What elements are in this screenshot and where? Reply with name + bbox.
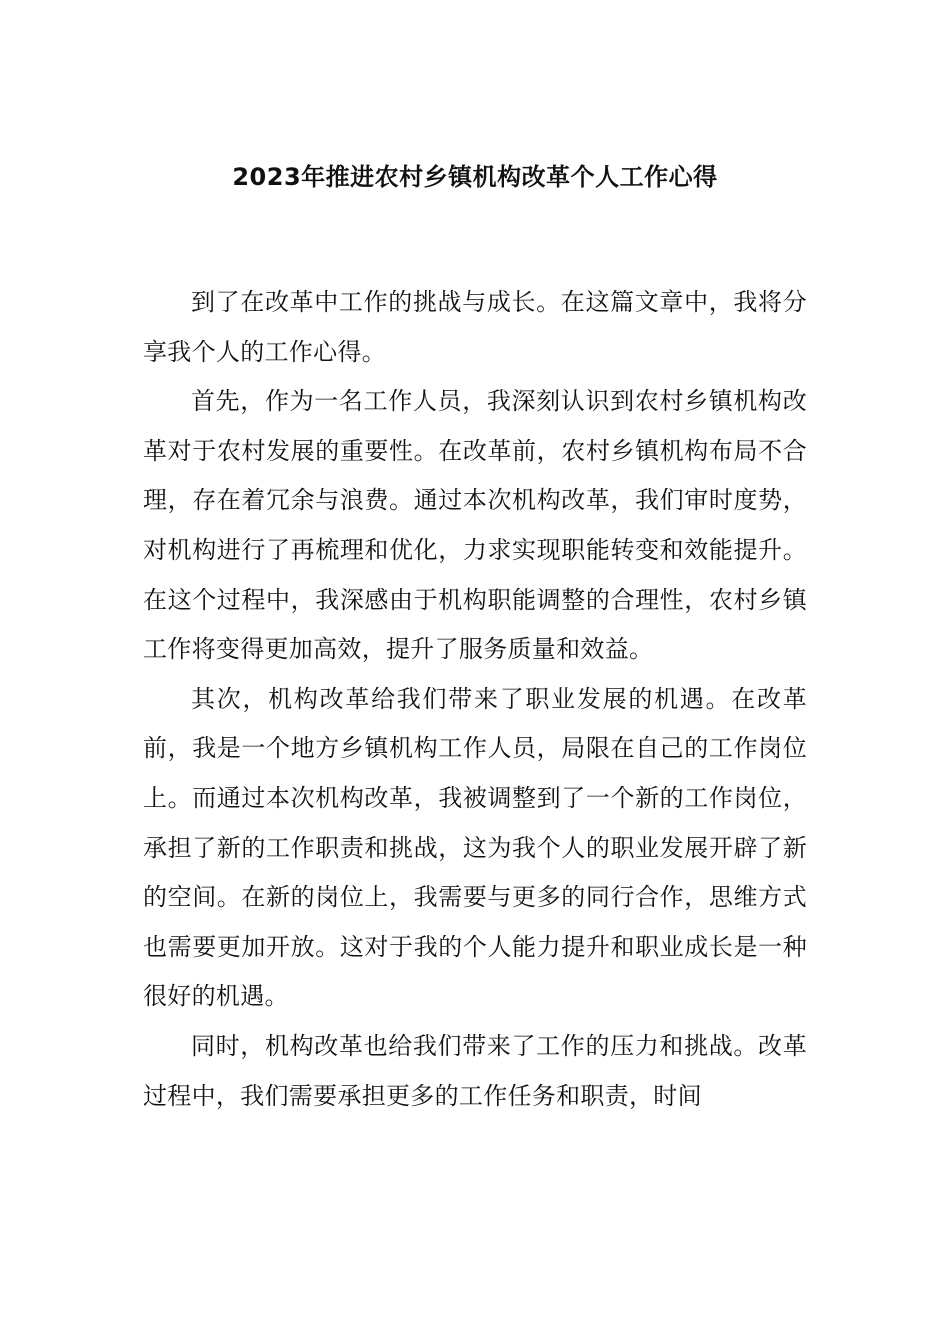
paragraph: 到了在改革中工作的挑战与成长。在这篇文章中，我将分享我个人的工作心得。 — [143, 288, 807, 366]
document-title: 2023年推进农村乡镇机构改革个人工作心得 — [232, 163, 718, 191]
paragraph: 其次，机构改革给我们带来了职业发展的机遇。在改革前，我是一个地方乡镇机构工作人员，局限在自己的工作岗位上。而通过本次机构改革，我被调整到了一个新的工作岗位，承担了新的工作职责和挑战，这为我个人的职业发展开辟了新的空间。在新的岗位上，我需要与更多的同行合作，思维方式也需要更加开放。这对于我的个人能力提升和职业成长是一种很好的机遇。 — [143, 684, 807, 1011]
paragraph: 同时，机构改革也给我们带来了工作的压力和挑战。改革过程中，我们需要承担更多的工作任务和职责，时间 — [143, 1031, 807, 1110]
document-body — [143, 278, 807, 1121]
paragraph: 首先，作为一名工作人员，我深刻认识到农村乡镇机构改革对于农村发展的重要性。在改革前，农村乡镇机构布局不合理，存在着冗余与浪费。通过本次机构改革，我们审时度势，对机构进行了再梳理和优化，力求实现职能转变和效能提升。在这个过程中，我深感由于机构职能调整的合理性，农村乡镇工作将变得更加高效，提升了服务质量和效益。 — [143, 387, 807, 664]
